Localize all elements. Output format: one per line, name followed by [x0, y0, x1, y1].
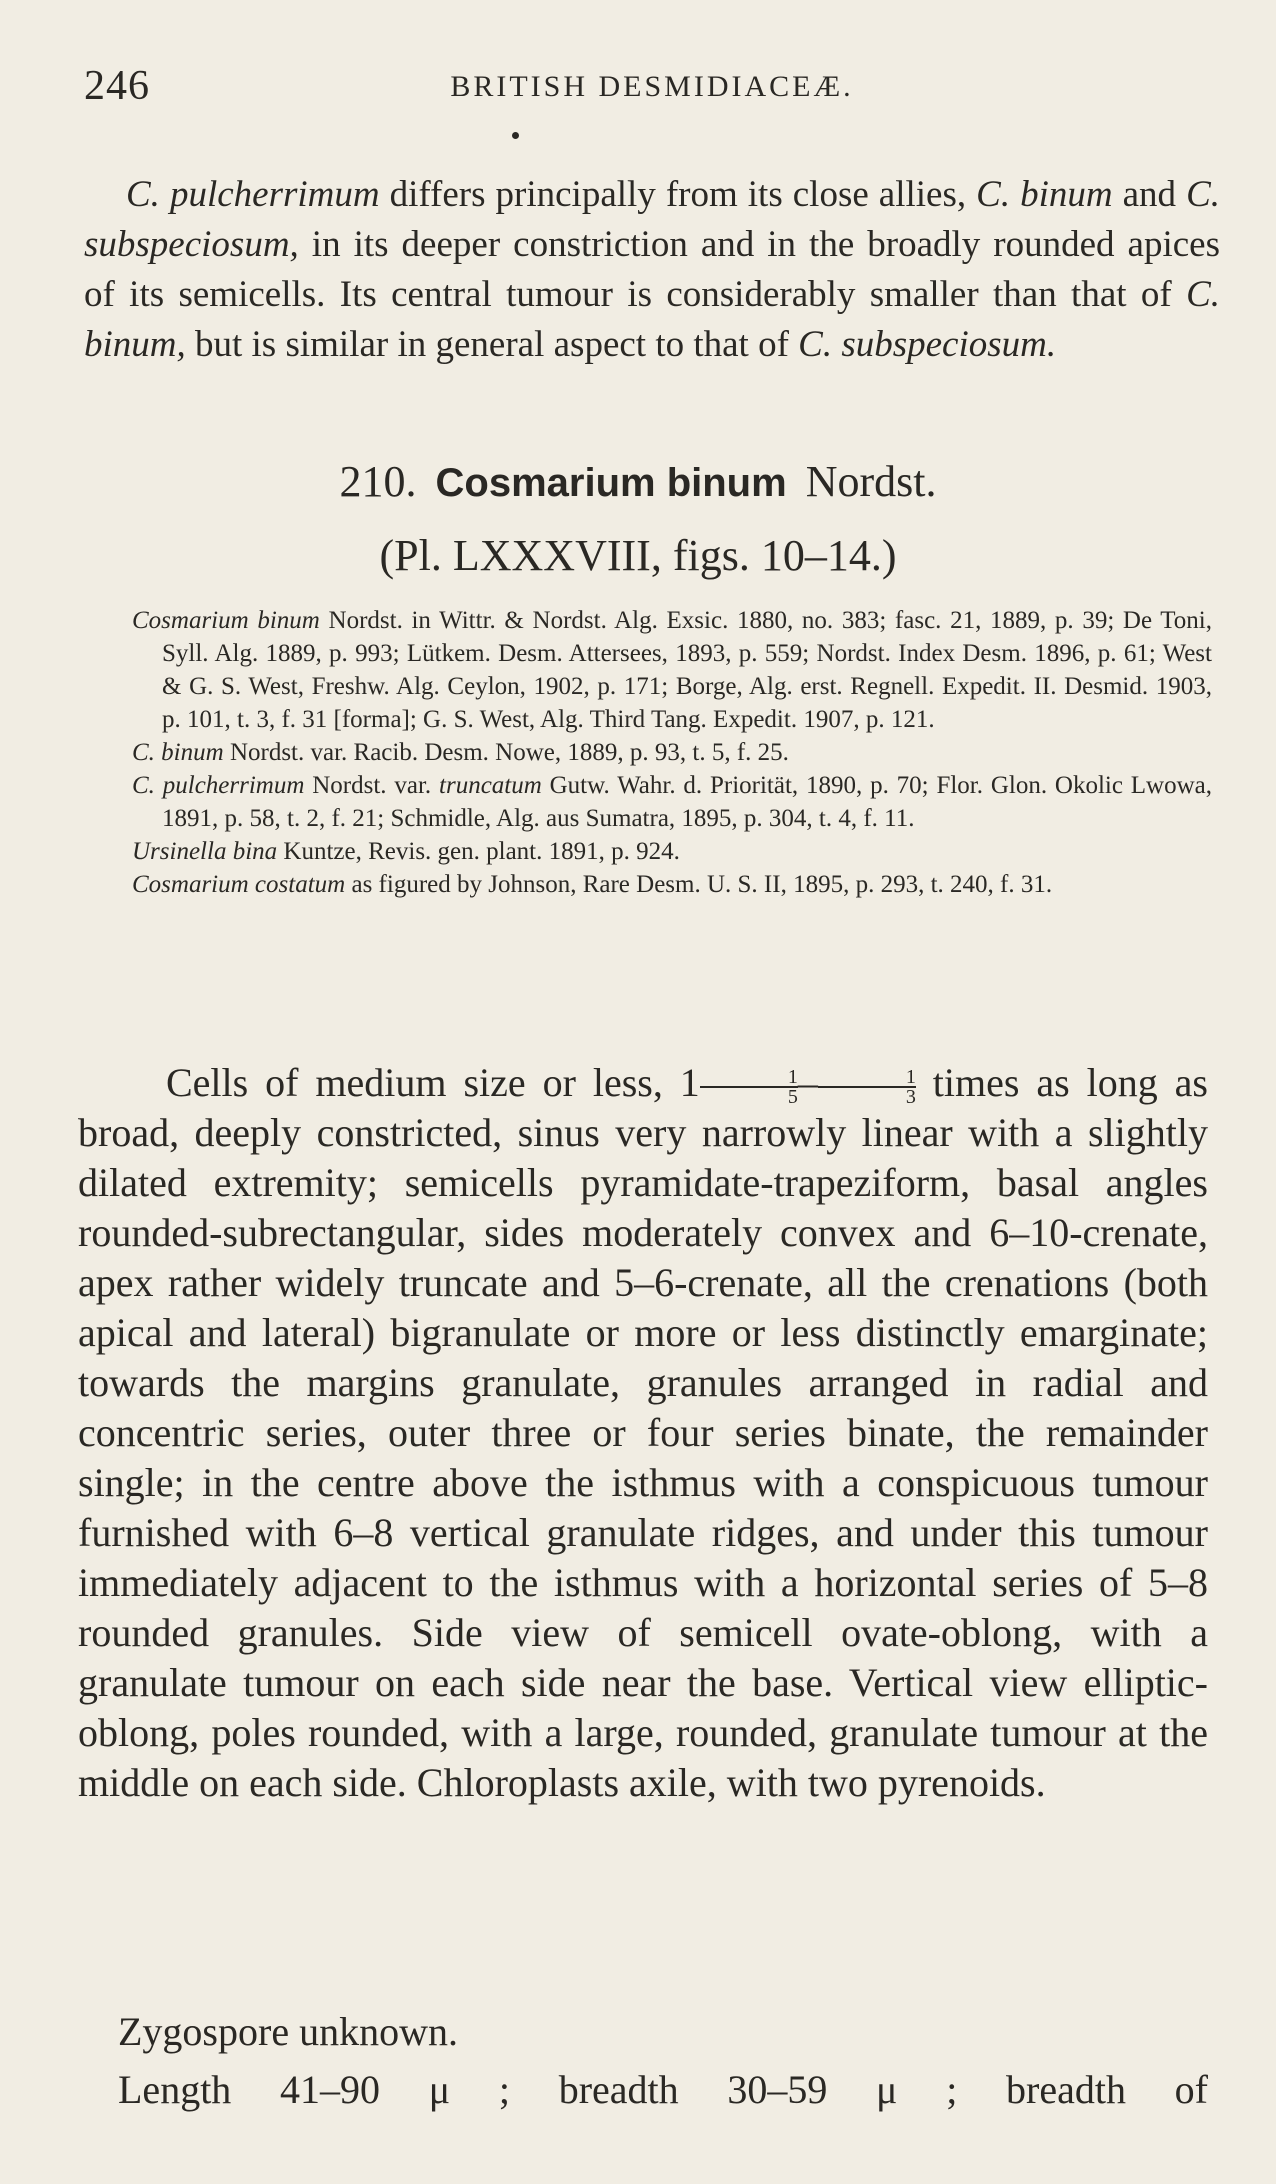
species-ref: C. binum,	[84, 274, 1220, 365]
citation-text: Nordst. var.	[304, 772, 440, 799]
synonymy-entry	[132, 769, 1212, 835]
fraction-numerator: 1	[787, 1065, 798, 1088]
running-head: BRITISH DESMIDIACEÆ.	[450, 70, 854, 103]
synonymy-entry	[132, 736, 1212, 769]
description-paragraph	[78, 1058, 1208, 1808]
intro-text: in its deeper constriction and in the broadly rounded apices of its semicells. Its central tumour is considerably smaller than that of	[84, 224, 1220, 315]
species-name: Cosmarium binum	[435, 461, 787, 505]
species-author: Nordst.	[805, 457, 937, 506]
species-ref: C. pulcherrimum	[126, 174, 380, 215]
synonym-name: Cosmarium costatum	[132, 871, 346, 898]
synonym-name: C. pulcherrimum	[132, 772, 305, 799]
synonym-name: Ursinella bina	[132, 838, 278, 865]
variety-name: truncatum	[439, 772, 542, 799]
fraction-numerator: 1	[905, 1065, 916, 1088]
intro-text: and	[1112, 174, 1187, 215]
page-number: 246	[84, 63, 150, 109]
description-text: Cells of medium size or less, 1	[166, 1060, 700, 1105]
synonymy-entry	[132, 835, 1212, 868]
species-heading	[0, 456, 1276, 507]
citation-text: Kuntze, Revis. gen. plant. 1891, p. 924.	[277, 838, 680, 865]
intro-text: but is similar in general aspect to that of	[185, 324, 799, 365]
species-number: 210.	[339, 457, 417, 506]
zygospore-line: Zygospore unknown.	[118, 2009, 458, 2054]
synonym-name: Cosmarium binum	[132, 607, 320, 634]
description-text: times as long as broad, deeply constricted, sinus very narrowly linear with a slightly dilated extremity; semicells pyramidate-trapeziform, basal angles rounded-subrectangular, sides moderately convex and 6–10-crenate, apex rather widely truncate and 5–6-crenate, all the crenations (both apical and lateral) bigranulate or more or less distinctly emarginate; towards the margins granulate, granules arranged in radial and concentric series, outer three or four series binate, the remainder single; in the centre above the isthmus with a conspicuous tumour furnished with 6–8 vertical granulate ridges, and under this tumour immediately adjacent to the isthmus with a horizontal series of 5–8 rounded granules. Side view of semicell ovate-oblong, with a granulate tumour on each side near the base. Vertical view elliptic-oblong, poles rounded, with a large, rounded, granulate tumour at the middle on each side. Chloroplasts axile, with two pyrenoids.	[78, 1060, 1208, 1805]
plate-reference: (Pl. LXXXVIII, figs. 10–14.)	[379, 531, 897, 580]
species-ref: C. subspeciosum.	[798, 324, 1057, 365]
intro-paragraph	[84, 170, 1220, 370]
citation-text: Nordst. in Wittr. & Nordst. Alg. Exsic. 1880, no. 383; fasc. 21, 1889, p. 39; De Toni, Syll. Alg. 1889, p. 993; Lütkem. Desm. Attersees, 1893, p. 559; Nordst. Index Desm. 1896, p. 61; West & G. S. West, Freshw. Alg. Ceylon, 1902, p. 171; Borge, Alg. erst. Regnell. Expedit. II. Desmid. 1903, p. 101, t. 3, f. 31 [forma]; G. S. West, Alg. Third Tang. Expedit. 1907, p. 121.	[162, 607, 1213, 733]
fraction-denominator: 3	[818, 1086, 916, 1106]
print-speck	[512, 132, 519, 139]
synonymy-entry	[132, 868, 1212, 901]
synonymy-entry	[132, 604, 1212, 736]
citation-text: as figured by Johnson, Rare Desm. U. S. II, 1895, p. 293, t. 240, f. 31.	[345, 871, 1053, 898]
dimensions-line: Length 41–90 μ ; breadth 30–59 μ ; breadth of	[118, 2067, 1208, 2112]
fraction	[700, 1065, 798, 1108]
page-header	[84, 62, 1220, 122]
fraction	[818, 1065, 916, 1108]
intro-text: differs principally from its close allies,	[379, 174, 977, 215]
species-ref: C. binum	[976, 174, 1113, 215]
citation-text: Nordst. var. Racib. Desm. Nowe, 1889, p. 93, t. 5, f. 25.	[223, 739, 789, 766]
synonymy-list	[132, 604, 1212, 901]
citation-text: Gutw. Wahr. d. Priorität, 1890, p. 70; Flor. Glon. Okolic Lwowa, 1891, p. 58, t. 2, f. 21; Schmidle, Alg. aus Sumatra, 1895, p. 304, t. 4, f. 11.	[162, 772, 1212, 832]
species-ref: C. subspeciosum,	[84, 174, 1220, 265]
fraction-denominator: 5	[700, 1086, 798, 1106]
range-dash: –	[797, 1060, 818, 1105]
synonym-name: C. binum	[132, 739, 224, 766]
